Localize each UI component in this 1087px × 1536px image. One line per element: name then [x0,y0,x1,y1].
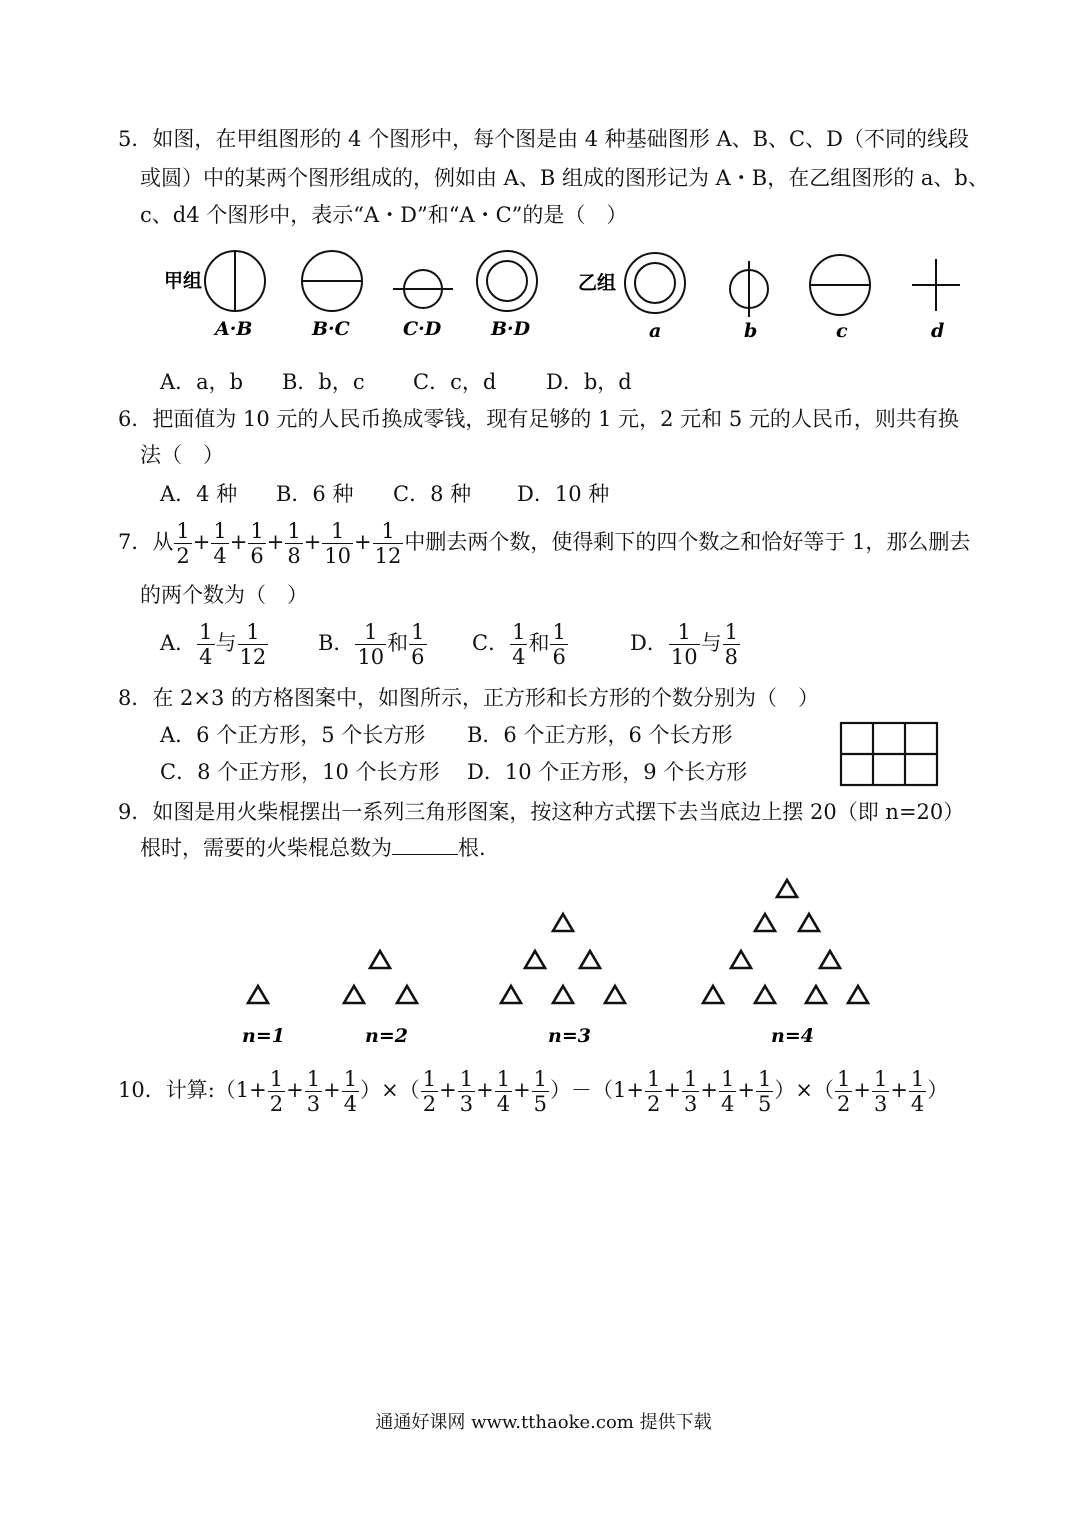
n2-label: n=2 [365,1025,408,1047]
plus-sign: + [354,530,372,554]
q6-line1: 6．把面值为 10 元的人民币换成零钱，现有足够的 1 元，2 元和 5 元的人民币，则共有换 [118,407,959,431]
group-b-label: 乙组 [578,272,617,294]
q7-prefix: 7．从 [118,530,174,554]
figure-d [912,259,960,311]
plus-sign: + [303,530,322,554]
label-b-d: B·D [491,318,531,340]
label-b-c: B·C [312,318,350,340]
q5-option-a: A．a，b [160,370,244,394]
q5-option-b: B．b，c [282,370,365,394]
grid-2x3-figure [838,720,940,788]
q8-option-a: A．6 个正方形，5 个长方形 [160,723,426,747]
n1-label: n=1 [242,1025,285,1047]
q8-option-c: C．8 个正方形，10 个长方形 [160,760,440,784]
q7-fraction: $\frac{1}{2}$ [176,519,190,568]
label-c: c [836,320,848,342]
q7-option-d: D． $\frac{1}{10}$ 与 $\frac{1}{8}$ [630,620,738,669]
q5-line1: 5．如图，在甲组图形的 4 个图形中，每个图是由 4 种基础图形 A、B、C、D（不同的线段 [118,127,969,151]
q7-option-a: A． $\frac{1}{4}$ 与 $\frac{1}{12}$ [160,620,267,669]
q7-fraction: $\frac{1}{10}$ [324,519,352,568]
q8-option-d: D．10 个正方形，9 个长方形 [467,760,748,784]
figure-a [625,253,685,313]
n4-label: n=4 [771,1025,814,1047]
label-a-b: A·B [215,318,253,340]
q5-line2: 或圆）中的某两个图形组成的，例如由 A、B 组成的图形记为 A・B，在乙组图形的 a、b、 [140,166,989,190]
q7-suffix: 中删去两个数，使得剩下的四个数之和恰好等于 1，那么删去 [404,530,971,554]
q7-line2: 的两个数为（ ） [140,583,308,607]
label-d: d [931,320,945,342]
q5-option-d: D．b，d [546,370,632,394]
q10-line: 10．计算:（1+ $\frac{1}{2}$ + $\frac{1}{3}$ + $\frac{1}{4}$ ）×（ $\frac{1}{2}$ + $\frac{1}{3}$ + $\frac{1}{4}$ + $\frac{1}{5}$ ）－（1+ $\frac{1}{2}$ + $\frac{1}{3}$ + $\frac{1}{4}$ + $\frac{1}{5}$ ）×（ $\frac{1}{2}$ + $\frac{1}{3}$ + $\frac{1}{4}$ ） [118,1067,949,1116]
label-b: b [744,320,758,342]
q9-line1: 9．如图是用火柴棍摆出一系列三角形图案，按这种方式摆下去当底边上摆 20（即 n=20） [118,800,965,824]
group-a-label: 甲组 [164,270,203,292]
figure-b [730,261,768,317]
figure-a-b [205,251,265,311]
figure-c-d [393,270,453,308]
n3-label: n=3 [548,1025,591,1047]
q7-fraction: $\frac{1}{8}$ [287,519,301,568]
plus-sign: + [192,530,211,554]
q7-line1 [118,513,970,571]
matchstick-triangles-figure [230,870,890,1060]
q6-option-b: B．6 种 [276,482,354,506]
q5-option-c: C．c，d [413,370,497,394]
q6-option-d: D．10 种 [517,482,610,506]
plus-sign: + [229,530,248,554]
label-a: a [649,320,662,342]
q6-option-c: C．8 种 [393,482,472,506]
q5-figures [150,245,980,355]
q7-fraction: $\frac{1}{12}$ [374,519,402,568]
plus-sign: + [266,530,285,554]
q6-option-a: A．4 种 [160,482,238,506]
figure-c [810,255,870,315]
q7-option-b: B． $\frac{1}{10}$ 和 $\frac{1}{6}$ [318,620,425,669]
answer-blank[interactable] [392,832,458,855]
q7-fraction: $\frac{1}{6}$ [250,519,264,568]
q5-line3: c、d4 个图形中，表示“A・D”和“A・C”的是（ ） [140,203,628,227]
q8-option-b: B．6 个正方形，6 个长方形 [467,723,733,747]
q7-option-c: C． $\frac{1}{4}$ 和 $\frac{1}{6}$ [472,620,566,669]
q6-line2: 法（ ） [140,443,224,467]
figure-b-d [477,251,537,311]
label-c-d: C·D [403,318,442,340]
figure-b-c [302,251,362,311]
q7-fraction: $\frac{1}{4}$ [213,519,227,568]
q9-line2: 根时，需要的火柴棍总数为 根. [140,832,486,863]
q8-line1: 8．在 2×3 的方格图案中，如图所示，正方形和长方形的个数分别为（ ） [118,686,820,710]
footer-text: 通通好课网 www.tthaoke.com 提供下载 [375,1412,712,1433]
